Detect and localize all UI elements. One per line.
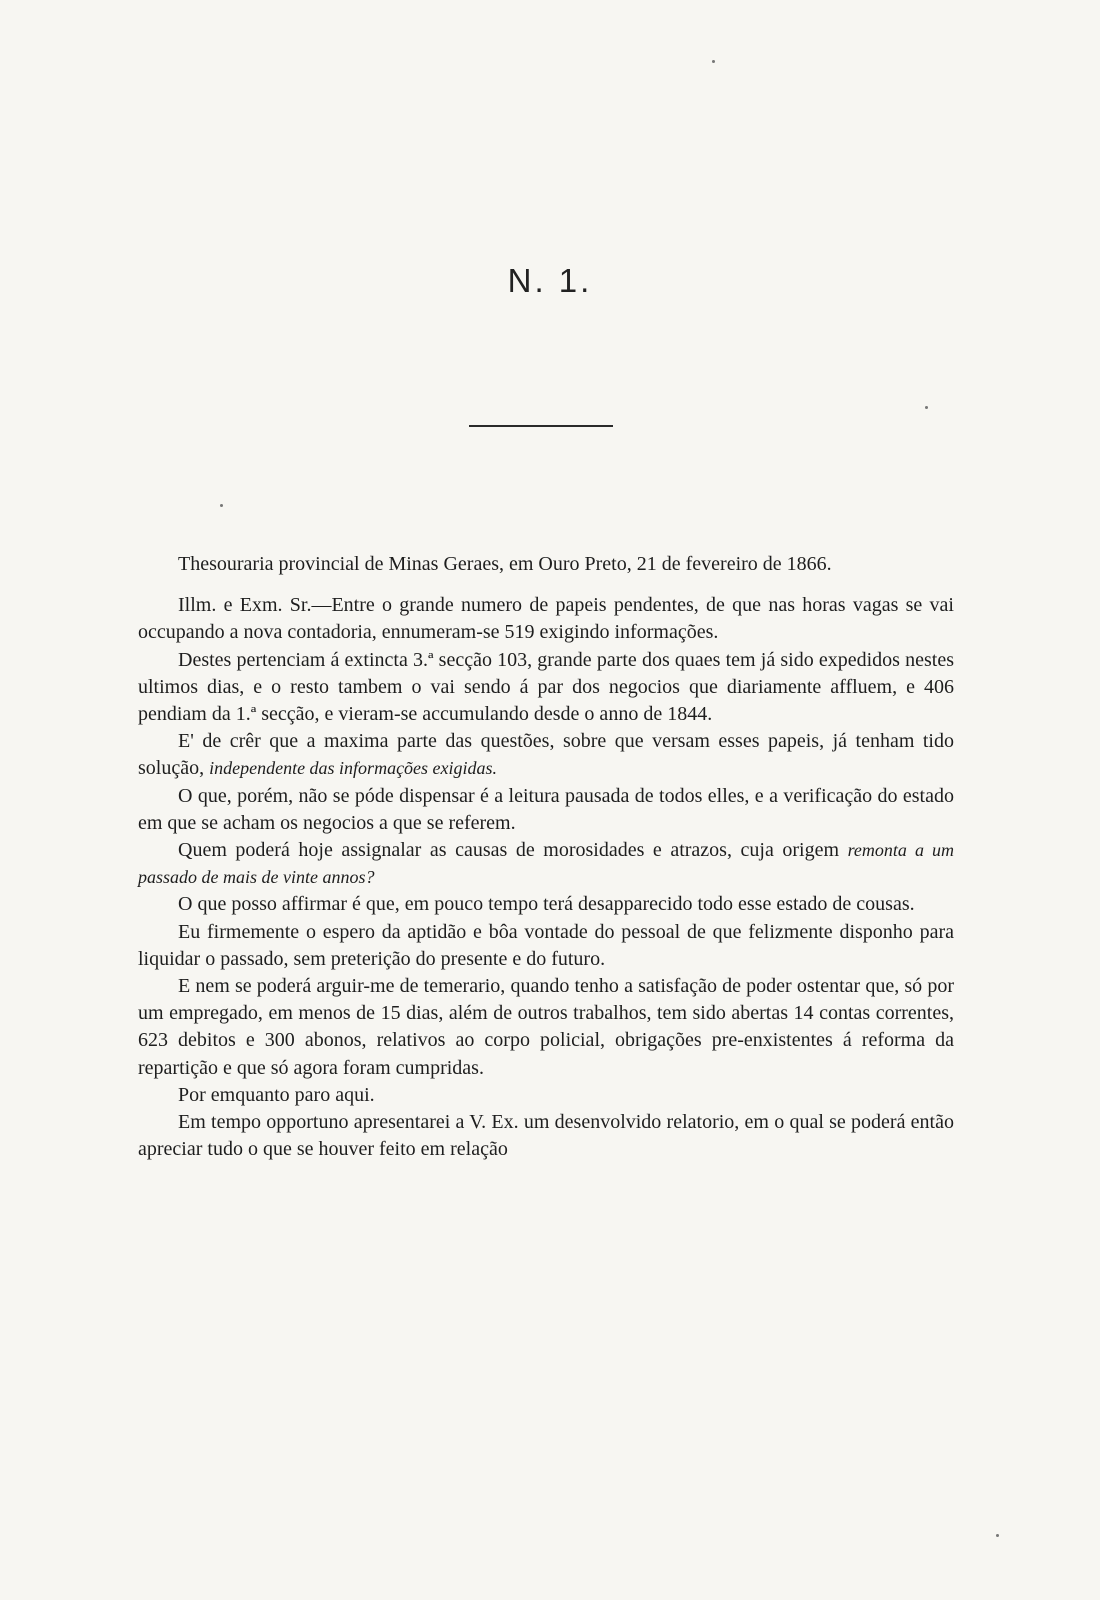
paragraph-5-text: Quem poderá hoje assignalar as causas de morosidades e atrazos, cuja origem: [178, 839, 848, 862]
scan-speck: [925, 406, 928, 409]
paragraph-6-text: O que posso affirmar é que, em pouco tempo terá desapparecido todo esse estado de cousas.: [178, 893, 915, 916]
scan-speck: [996, 1534, 999, 1537]
paragraph-3-text: E' de crêr que a maxima parte das questões, sobre que versam esses papeis, já tenham tido solução,: [138, 730, 954, 780]
paragraph-8: [138, 973, 954, 1082]
letter-body: [138, 551, 954, 1163]
dateline: Thesouraria provincial de Minas Geraes, em Ouro Preto, 21 de fevereiro de 1866.: [178, 553, 832, 575]
paragraph-5: [138, 837, 954, 891]
paragraph-10: [138, 1109, 954, 1163]
paragraph-7: [138, 919, 954, 973]
title-rule: [469, 425, 613, 427]
paragraph-5-italic: remonta a um passado de mais de vinte annos?: [138, 840, 954, 888]
paragraph-3: [138, 728, 954, 782]
paragraph-8-text: E nem se poderá arguir-me de temerario, quando tenho a satisfação de poder ostentar que, só por um empregado, em menos de 15 dias, além de outros trabalhos, tem sido abertas 14 contas correntes, 623 debitos e 300 abonos, relativos ao corpo policial, obrigações pre-enxistentes á reforma da repartição e que só agora foram cumpridas.: [138, 975, 954, 1079]
paragraph-2-text: Destes pertenciam á extincta 3.ª secção 103, grande parte dos quaes tem já sido expedidos nestes ultimos dias, e o resto tambem o vai sendo á par dos negocios que diariamente affluem, e 406 pendiam da 1.ª secção, e vieram-se accumulando desde o anno de 1844.: [138, 648, 954, 726]
scan-speck: [712, 60, 715, 63]
paragraph-10-text: Em tempo opportuno apresentarei a V. Ex. um desenvolvido relatorio, em o qual se poderá então apreciar tudo o que se houver feito em relação: [138, 1111, 954, 1161]
paragraph-3-italic: independente das informações exigidas.: [209, 758, 498, 779]
document-number: N. 1.: [507, 262, 593, 299]
paragraph-4-text: O que, porém, não se póde dispensar é a leitura pausada de todos elles, e a verificação do estado em que se acham os negocios a que se referem.: [138, 784, 954, 834]
paragraph-9-text: Por emquanto paro aqui.: [178, 1083, 375, 1106]
paragraph-1: [138, 592, 954, 646]
paragraph-4: [138, 783, 954, 837]
paragraph-6: [138, 891, 954, 918]
paragraph-1-text: Illm. e Exm. Sr.—Entre o grande numero de papeis pendentes, de que nas horas vagas se vai occupando a nova contadoria, ennumeram-se 519 exigindo informações.: [138, 594, 954, 644]
paragraph-9: [138, 1082, 954, 1109]
paragraph-2: [138, 647, 954, 729]
scan-speck: [220, 504, 223, 507]
paragraph-7-text: Eu firmemente o espero da aptidão e bôa vontade do pessoal de que felizmente disponho para liquidar o passado, sem preterição do presente e do futuro.: [138, 920, 954, 970]
